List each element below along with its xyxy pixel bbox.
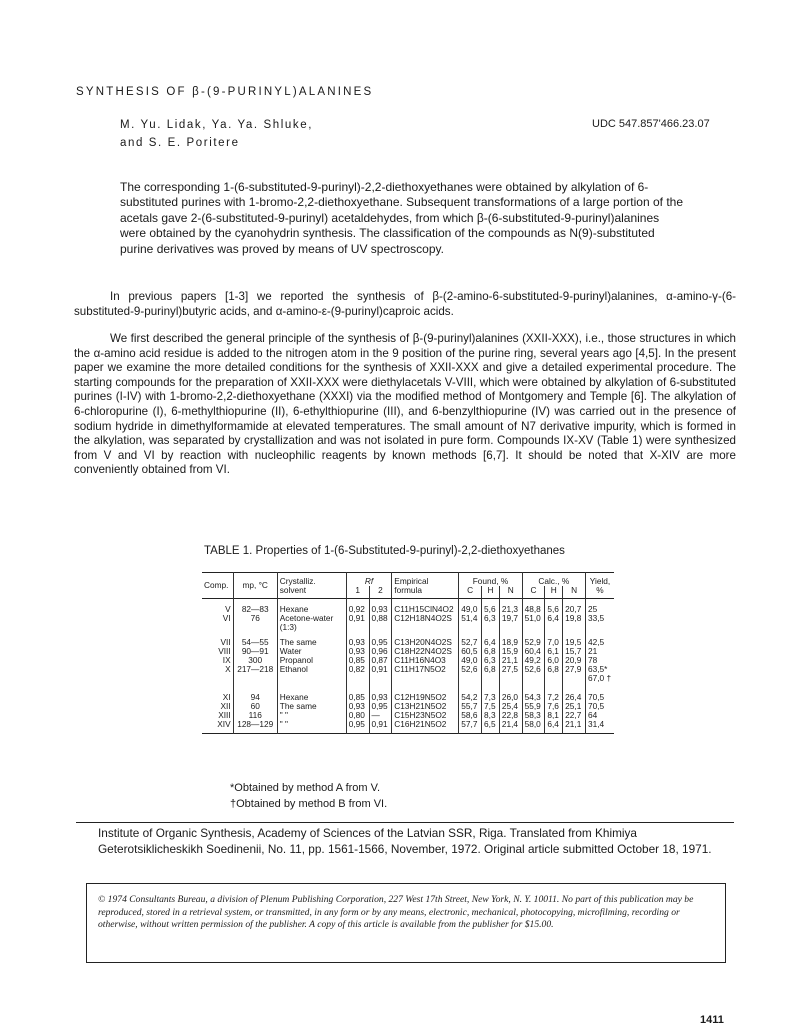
cell-fh: 6,4 xyxy=(482,632,500,647)
cell-yield: 33,5 xyxy=(586,614,615,632)
cell-fn: 18,9 xyxy=(499,632,522,647)
cell-formula: C12H19N5O2 xyxy=(392,683,459,702)
cell-fn: 26,0 xyxy=(499,683,522,702)
divider xyxy=(76,822,734,823)
th-solvent: Crystalliz. solvent xyxy=(277,573,346,599)
cell-rf1: 0,93 xyxy=(346,632,369,647)
cell-cc: 54,3 xyxy=(522,683,545,702)
cell-rf2: 0,96 xyxy=(369,647,392,656)
cell-rf2: 0,88 xyxy=(369,614,392,632)
cell-fc: 52,7 xyxy=(459,632,482,647)
institute-note: Institute of Organic Synthesis, Academy of Sciences of the Latvian SSR, Riga. Translated from Khimiya Geterotsiklicheskikh Soedinenii, No. 11, pp. 1561-1566, November, 1972. Original article submitted October 18, 1971. xyxy=(98,826,712,856)
cell-solvent: Acetone-water (1:3) xyxy=(277,614,346,632)
cell-fc: 60,5 xyxy=(459,647,482,656)
cell-solvent: " " xyxy=(277,720,346,734)
cell-cn: 27,9 xyxy=(563,665,586,674)
cell-rf1: 0,91 xyxy=(346,614,369,632)
paragraph-1-text: In previous papers [1-3] we reported the synthesis of β-(2-amino-6-substituted-9-purinyl)alanines, α-amino-γ-(6-substituted-9-purinyl)butyric acids, and α-amino-ε-(9-purinyl)caproic acids. xyxy=(74,290,736,318)
th-found-c: C xyxy=(459,586,482,599)
cell-ch: 6,4 xyxy=(545,614,563,632)
cell-fn: 21,4 xyxy=(499,720,522,734)
cell-comp: X xyxy=(225,664,231,674)
cell-fc: 58,6 xyxy=(459,711,482,720)
cell-ch: 6,8 xyxy=(545,665,563,674)
cell-yield: 31,4 xyxy=(586,720,615,734)
cell-cn: 22,7 xyxy=(563,711,586,720)
cell-comp: V xyxy=(225,604,231,614)
table-body xyxy=(202,599,614,734)
cell-comp: XII xyxy=(220,701,231,711)
cell-ch: 6,0 xyxy=(545,656,563,665)
cell-fc: 55,7 xyxy=(459,702,482,711)
cell-fn: 21,1 xyxy=(499,656,522,665)
authors xyxy=(120,116,313,152)
cell-comp: XIV xyxy=(217,719,231,729)
cell-fn xyxy=(499,674,522,683)
cell-rf1: 0,85 xyxy=(346,683,369,702)
properties-table xyxy=(202,572,614,734)
cell-rf1: 0,85 xyxy=(346,656,369,665)
cell-rf2: 0,95 xyxy=(369,702,392,711)
cell-cn: 21,1 xyxy=(563,720,586,734)
cell-rf1: 0,82 xyxy=(346,665,369,674)
cell-mp: 60 xyxy=(233,702,277,711)
cell-comp xyxy=(202,674,233,683)
th-rf1: 1 xyxy=(346,586,369,599)
cell-cc: 60,4 xyxy=(522,647,545,656)
table-row-extra xyxy=(202,674,614,683)
cell-yield: 70,5 xyxy=(586,683,615,702)
cell-rf1: 0,93 xyxy=(346,702,369,711)
cell-rf2: — xyxy=(369,711,392,720)
cell-fn: 15,9 xyxy=(499,647,522,656)
table-row xyxy=(202,720,614,734)
abstract: The corresponding 1-(6-substituted-9-purinyl)-2,2-diethoxyethanes were obtained by alkylation of 6-substituted purines with 1-bromo-2,2-diethoxyethane. Subsequent transformations of a large portion of the acetals gave 2-(6-substituted-9-purinyl) acetaldehydes, from which β-(6-substituted-9-purinyl)alanines were obtained by the cyanohydrin synthesis. The classification of the compounds as N(9)-substituted purine derivatives was proved by means of UV spectroscopy. xyxy=(120,180,683,256)
cell-fc: 49,0 xyxy=(459,599,482,615)
cell-formula: C16H21N5O2 xyxy=(392,720,459,734)
cell-rf2: 0,93 xyxy=(369,599,392,615)
cell-cc: 51,0 xyxy=(522,614,545,632)
cell-solvent: Hexane xyxy=(277,683,346,702)
cell-fn: 19,7 xyxy=(499,614,522,632)
cell-solvent: Ethanol xyxy=(277,665,346,674)
paragraph-2-text: We first described the general principle of the synthesis of β-(9-purinyl)alanines (XXII-XXX), i.e., those structures in which the α-amino acid residue is added to the nitrogen atom in the 9 position of the purine ring, several years ago [4,5]. In the present paper we examine the more detailed conditions for the synthesis of XXII-XXX and give a detailed experimental procedure. The starting compounds for the preparation of XXII-XXX were diethylacetals V-VIII, which were obtained by alkylation of 6-substituted purines (I-IV) with 1-bromo-2,2-diethoxyethane (XXXI) via the modified method of Montgomery and Temple [6]. The alkylation of 6-chloropurine (I), 6-methylthiopurine (II), 6-ethylthiopurine (III), and 6-benzylthiopurine (IV) was carried out in the presence of sodium hydride in dimethylformamide at elevated temperatures. The small amount of N7 derivative impurity, which is formed in the alkylation, was separated by crystallization and was not isolated in pure form. Compounds IX-XV (Table 1) were synthesized from V and VI by reaction with nucleophilic reagents by known methods [6,7]. It should be noted that X-XIV are more conveniently obtained from VI. xyxy=(74,332,736,477)
cell-fc xyxy=(459,674,482,683)
cell-formula: C13H21N5O2 xyxy=(392,702,459,711)
cell-fn: 25,4 xyxy=(499,702,522,711)
cell-cn: 19,5 xyxy=(563,632,586,647)
th-found: Found, % xyxy=(459,573,522,587)
cell-solvent: Hexane xyxy=(277,599,346,615)
cell-mp: 94 xyxy=(233,683,277,702)
cell-fh: 6,5 xyxy=(482,720,500,734)
cell-ch: 7,0 xyxy=(545,632,563,647)
cell-mp: 116 xyxy=(233,711,277,720)
cell-cc: 58,3 xyxy=(522,711,545,720)
cell-ch xyxy=(545,674,563,683)
copyright-text: © 1974 Consultants Bureau, a division of Plenum Publishing Corporation, 227 West 17th Street, New York, N. Y. 10011. No part of this publication may be reproduced, stored in a retrieval system, or transmitted, in any form or by any means, electronic, mechanical, photocopying, microfilming, recording or otherwise, without written permission of the publisher. A copy of this article is available from the publisher for $15.00. xyxy=(98,894,694,931)
footnote-star: *Obtained by method A from V. xyxy=(230,782,381,794)
cell-solvent: " " xyxy=(277,711,346,720)
cell-comp: VII xyxy=(220,637,231,647)
cell-yield: 78 xyxy=(586,656,615,665)
table-row xyxy=(202,599,614,615)
cell-fh: 6,3 xyxy=(482,656,500,665)
table-row xyxy=(202,632,614,647)
cell-cc: 48,8 xyxy=(522,599,545,615)
th-rf: Rf xyxy=(346,573,392,587)
cell-yield: 25 xyxy=(586,599,615,615)
table-row xyxy=(202,614,614,632)
cell-ch: 7,6 xyxy=(545,702,563,711)
th-found-h: H xyxy=(482,586,500,599)
cell-yield: 21 xyxy=(586,647,615,656)
cell-rf2 xyxy=(369,674,392,683)
cell-formula: C11H16N4O3 xyxy=(392,656,459,665)
cell-yield: 67,0 † xyxy=(586,674,615,683)
cell-fn: 22,8 xyxy=(499,711,522,720)
th-formula: Empirical formula xyxy=(392,573,459,599)
cell-mp: 128—129 xyxy=(233,720,277,734)
authors-line-2: and S. E. Poritere xyxy=(120,137,240,149)
cell-cn: 15,7 xyxy=(563,647,586,656)
page-number: 1411 xyxy=(700,1014,724,1026)
cell-yield: 42,5 xyxy=(586,632,615,647)
footnotes xyxy=(230,780,387,812)
cell-ch: 6,1 xyxy=(545,647,563,656)
cell-comp: IX xyxy=(222,655,231,665)
cell-fh: 7,3 xyxy=(482,683,500,702)
th-comp: Comp. xyxy=(204,580,229,590)
table-caption: TABLE 1. Properties of 1-(6-Substituted-9-purinyl)-2,2-diethoxyethanes xyxy=(204,545,565,557)
cell-mp: 217—218 xyxy=(233,665,277,674)
cell-rf1: 0,93 xyxy=(346,647,369,656)
cell-cc: 55,9 xyxy=(522,702,545,711)
th-calc-n: N xyxy=(563,586,586,599)
cell-formula: C18H22N4O2S xyxy=(392,647,459,656)
th-calc: Calc., % xyxy=(522,573,585,587)
th-yield: Yield, % xyxy=(586,573,615,599)
cell-cc xyxy=(522,674,545,683)
cell-fn: 21,3 xyxy=(499,599,522,615)
cell-ch: 7,2 xyxy=(545,683,563,702)
cell-solvent: The same xyxy=(277,702,346,711)
cell-cn: 20,9 xyxy=(563,656,586,665)
article-title: SYNTHESIS OF β-(9-PURINYL)ALANINES xyxy=(76,86,374,98)
cell-formula: C13H20N4O2S xyxy=(392,632,459,647)
cell-cn: 20,7 xyxy=(563,599,586,615)
cell-rf2: 0,87 xyxy=(369,656,392,665)
udc-code: UDC 547.857'466.23.07 xyxy=(592,118,710,130)
th-calc-c: C xyxy=(522,586,545,599)
cell-comp: XI xyxy=(222,692,231,702)
cell-rf1: 0,95 xyxy=(346,720,369,734)
cell-comp: VIII xyxy=(218,646,231,656)
cell-ch: 5,6 xyxy=(545,599,563,615)
cell-fc: 49,0 xyxy=(459,656,482,665)
cell-fh: 6,8 xyxy=(482,647,500,656)
cell-formula: C11H15ClN4O2 xyxy=(392,599,459,615)
cell-cc: 49,2 xyxy=(522,656,545,665)
cell-formula xyxy=(392,674,459,683)
cell-rf2: 0,91 xyxy=(369,665,392,674)
cell-solvent xyxy=(277,674,346,683)
cell-cn: 25,1 xyxy=(563,702,586,711)
cell-mp: 300 xyxy=(233,656,277,665)
cell-yield: 70,5 xyxy=(586,702,615,711)
cell-cn: 26,4 xyxy=(563,683,586,702)
cell-ch: 8,1 xyxy=(545,711,563,720)
cell-rf2: 0,95 xyxy=(369,632,392,647)
cell-yield: 64 xyxy=(586,711,615,720)
cell-cn: 19,8 xyxy=(563,614,586,632)
cell-cc: 52,6 xyxy=(522,665,545,674)
cell-mp: 82—83 xyxy=(233,599,277,615)
cell-rf2: 0,91 xyxy=(369,720,392,734)
cell-comp: VI xyxy=(222,613,231,623)
table-row xyxy=(202,683,614,702)
cell-rf1 xyxy=(346,674,369,683)
cell-fh: 6,3 xyxy=(482,614,500,632)
cell-fh: 6,8 xyxy=(482,665,500,674)
cell-mp xyxy=(233,674,277,683)
cell-cc: 58,0 xyxy=(522,720,545,734)
cell-solvent: The same xyxy=(277,632,346,647)
cell-solvent: Propanol xyxy=(277,656,346,665)
cell-fc: 54,2 xyxy=(459,683,482,702)
cell-fh: 7,5 xyxy=(482,702,500,711)
cell-fc: 51,4 xyxy=(459,614,482,632)
cell-comp: XIII xyxy=(218,710,231,720)
th-rf2: 2 xyxy=(369,586,392,599)
paragraph-1 xyxy=(74,290,736,319)
cell-fc: 57,7 xyxy=(459,720,482,734)
th-mp: mp, °C xyxy=(233,573,277,599)
footnote-dagger: †Obtained by method B from VI. xyxy=(230,798,388,810)
th-found-n: N xyxy=(499,586,522,599)
cell-formula: C11H17N5O2 xyxy=(392,665,459,674)
authors-line-1: M. Yu. Lidak, Ya. Ya. Shluke, xyxy=(120,119,314,131)
cell-mp: 54—55 xyxy=(233,632,277,647)
cell-fn: 27,5 xyxy=(499,665,522,674)
cell-rf2: 0,93 xyxy=(369,683,392,702)
table-row xyxy=(202,665,614,674)
cell-fh: 8,3 xyxy=(482,711,500,720)
cell-mp: 90—91 xyxy=(233,647,277,656)
cell-solvent: Water xyxy=(277,647,346,656)
cell-rf1: 0,92 xyxy=(346,599,369,615)
cell-formula: C15H23N5O2 xyxy=(392,711,459,720)
cell-mp: 76 xyxy=(233,614,277,632)
th-calc-h: H xyxy=(545,586,563,599)
cell-fh: 5,6 xyxy=(482,599,500,615)
cell-cc: 52,9 xyxy=(522,632,545,647)
cell-formula: C12H18N4O2S xyxy=(392,614,459,632)
cell-fc: 52,6 xyxy=(459,665,482,674)
cell-rf1: 0,80 xyxy=(346,711,369,720)
paragraph-2 xyxy=(74,332,736,478)
cell-fh xyxy=(482,674,500,683)
cell-ch: 6,4 xyxy=(545,720,563,734)
cell-cn xyxy=(563,674,586,683)
cell-yield: 63,5* xyxy=(586,665,615,674)
